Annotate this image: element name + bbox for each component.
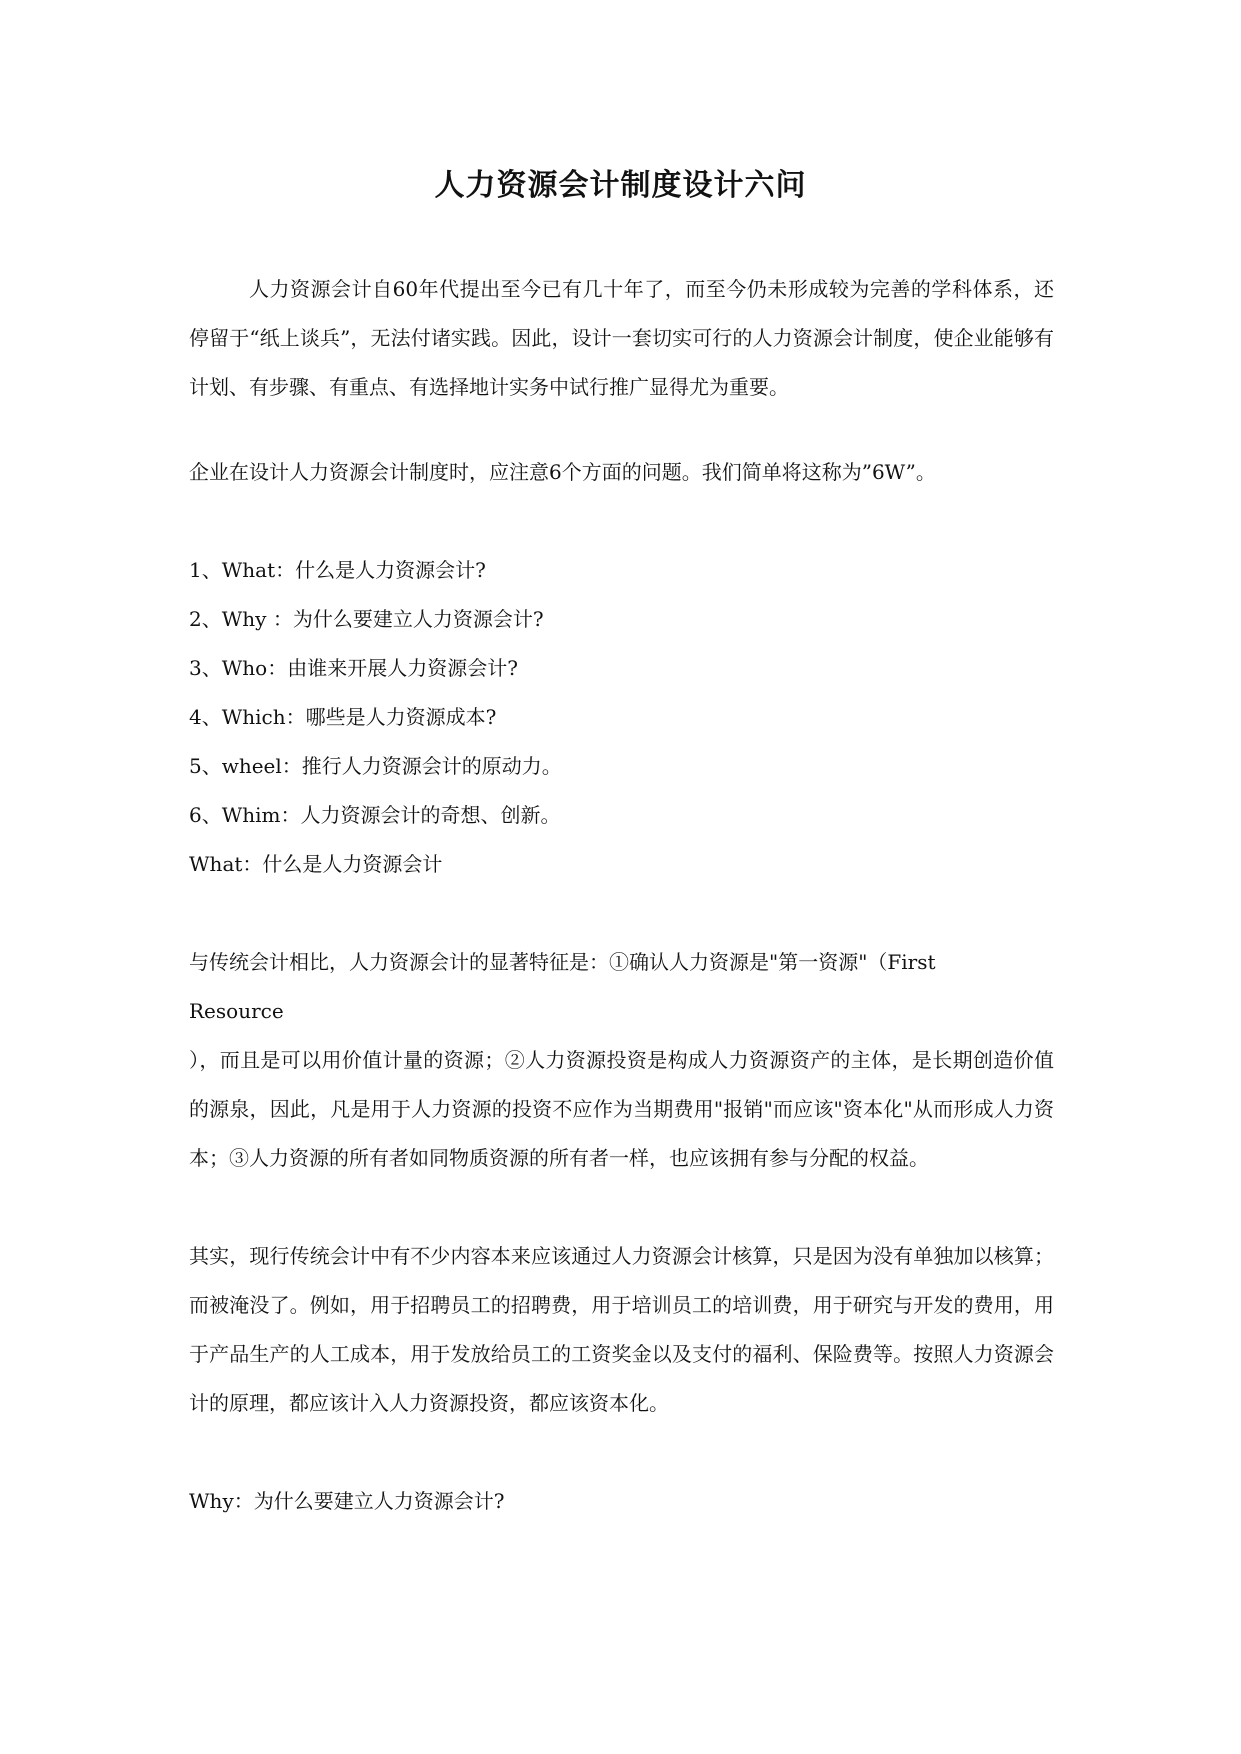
list-item: 1、What：什么是人力资源会计? <box>189 558 486 582</box>
document-body <box>189 265 1054 1526</box>
section-heading-why: Why：为什么要建立人力资源会计? <box>189 1489 505 1513</box>
list-item: 3、Who：由谁来开展人力资源会计? <box>189 656 518 680</box>
six-w-list <box>189 546 1054 840</box>
spacer <box>189 412 1054 432</box>
intro-paragraph: 人力资源会计自60年代提出至今已有几十年了，而至今仍未形成较为完善的学科体系，还停留于“纸上谈兵”，无法付诸实践。因此，设计一套切实可行的人力资源会计制度，使企业能够有计划、有步骤、有重点、有选择地计实务中试行推广显得尤为重要。 <box>189 277 1054 399</box>
spacer <box>189 497 1054 546</box>
features-paragraph-line-1: 与传统会计相比，人力资源会计的显著特征是：①确认人力资源是"第一资源"（First <box>189 950 936 974</box>
document-title: 人力资源会计制度设计六问 <box>434 168 807 203</box>
list-item: 6、Whim：人力资源会计的奇想、创新。 <box>189 803 561 827</box>
list-item: 4、Which：哪些是人力资源成本? <box>189 705 497 729</box>
spacer <box>189 1428 1054 1477</box>
list-item: 5、wheel：推行人力资源会计的原动力。 <box>189 754 562 778</box>
six-w-paragraph: 企业在设计人力资源会计制度时，应注意6个方面的问题。我们简单将这称为”6W”。 <box>189 460 936 484</box>
section-heading-what: What：什么是人力资源会计 <box>189 852 443 876</box>
spacer <box>189 1183 1054 1232</box>
list-item: 2、Why ：为什么要建立人力资源会计? <box>189 607 544 631</box>
actually-paragraph: 其实，现行传统会计中有不少内容本来应该通过人力资源会计核算，只是因为没有单独加以核算；而被淹没了。例如，用于招聘员工的招聘费，用于培训员工的培训费，用于研究与开发的费用，用于产品生产的人工成本，用于发放给员工的工资奖金以及支付的福利、保险费等。按照人力资源会计的原理，都应该计入人力资源投资，都应该资本化。 <box>189 1244 1054 1415</box>
features-paragraph-line-2: Resource <box>189 999 284 1023</box>
features-paragraph-body: ），而且是可以用价值计量的资源；②人力资源投资是构成人力资源资产的主体，是长期创造价值的源泉，因此，凡是用于人力资源的投资不应作为当期费用"报销"而应该"资本化"从而形成人力资本；③人力资源的所有者如同物质资源的所有者一样，也应该拥有参与分配的权益。 <box>189 1048 1054 1170</box>
spacer <box>189 889 1054 938</box>
